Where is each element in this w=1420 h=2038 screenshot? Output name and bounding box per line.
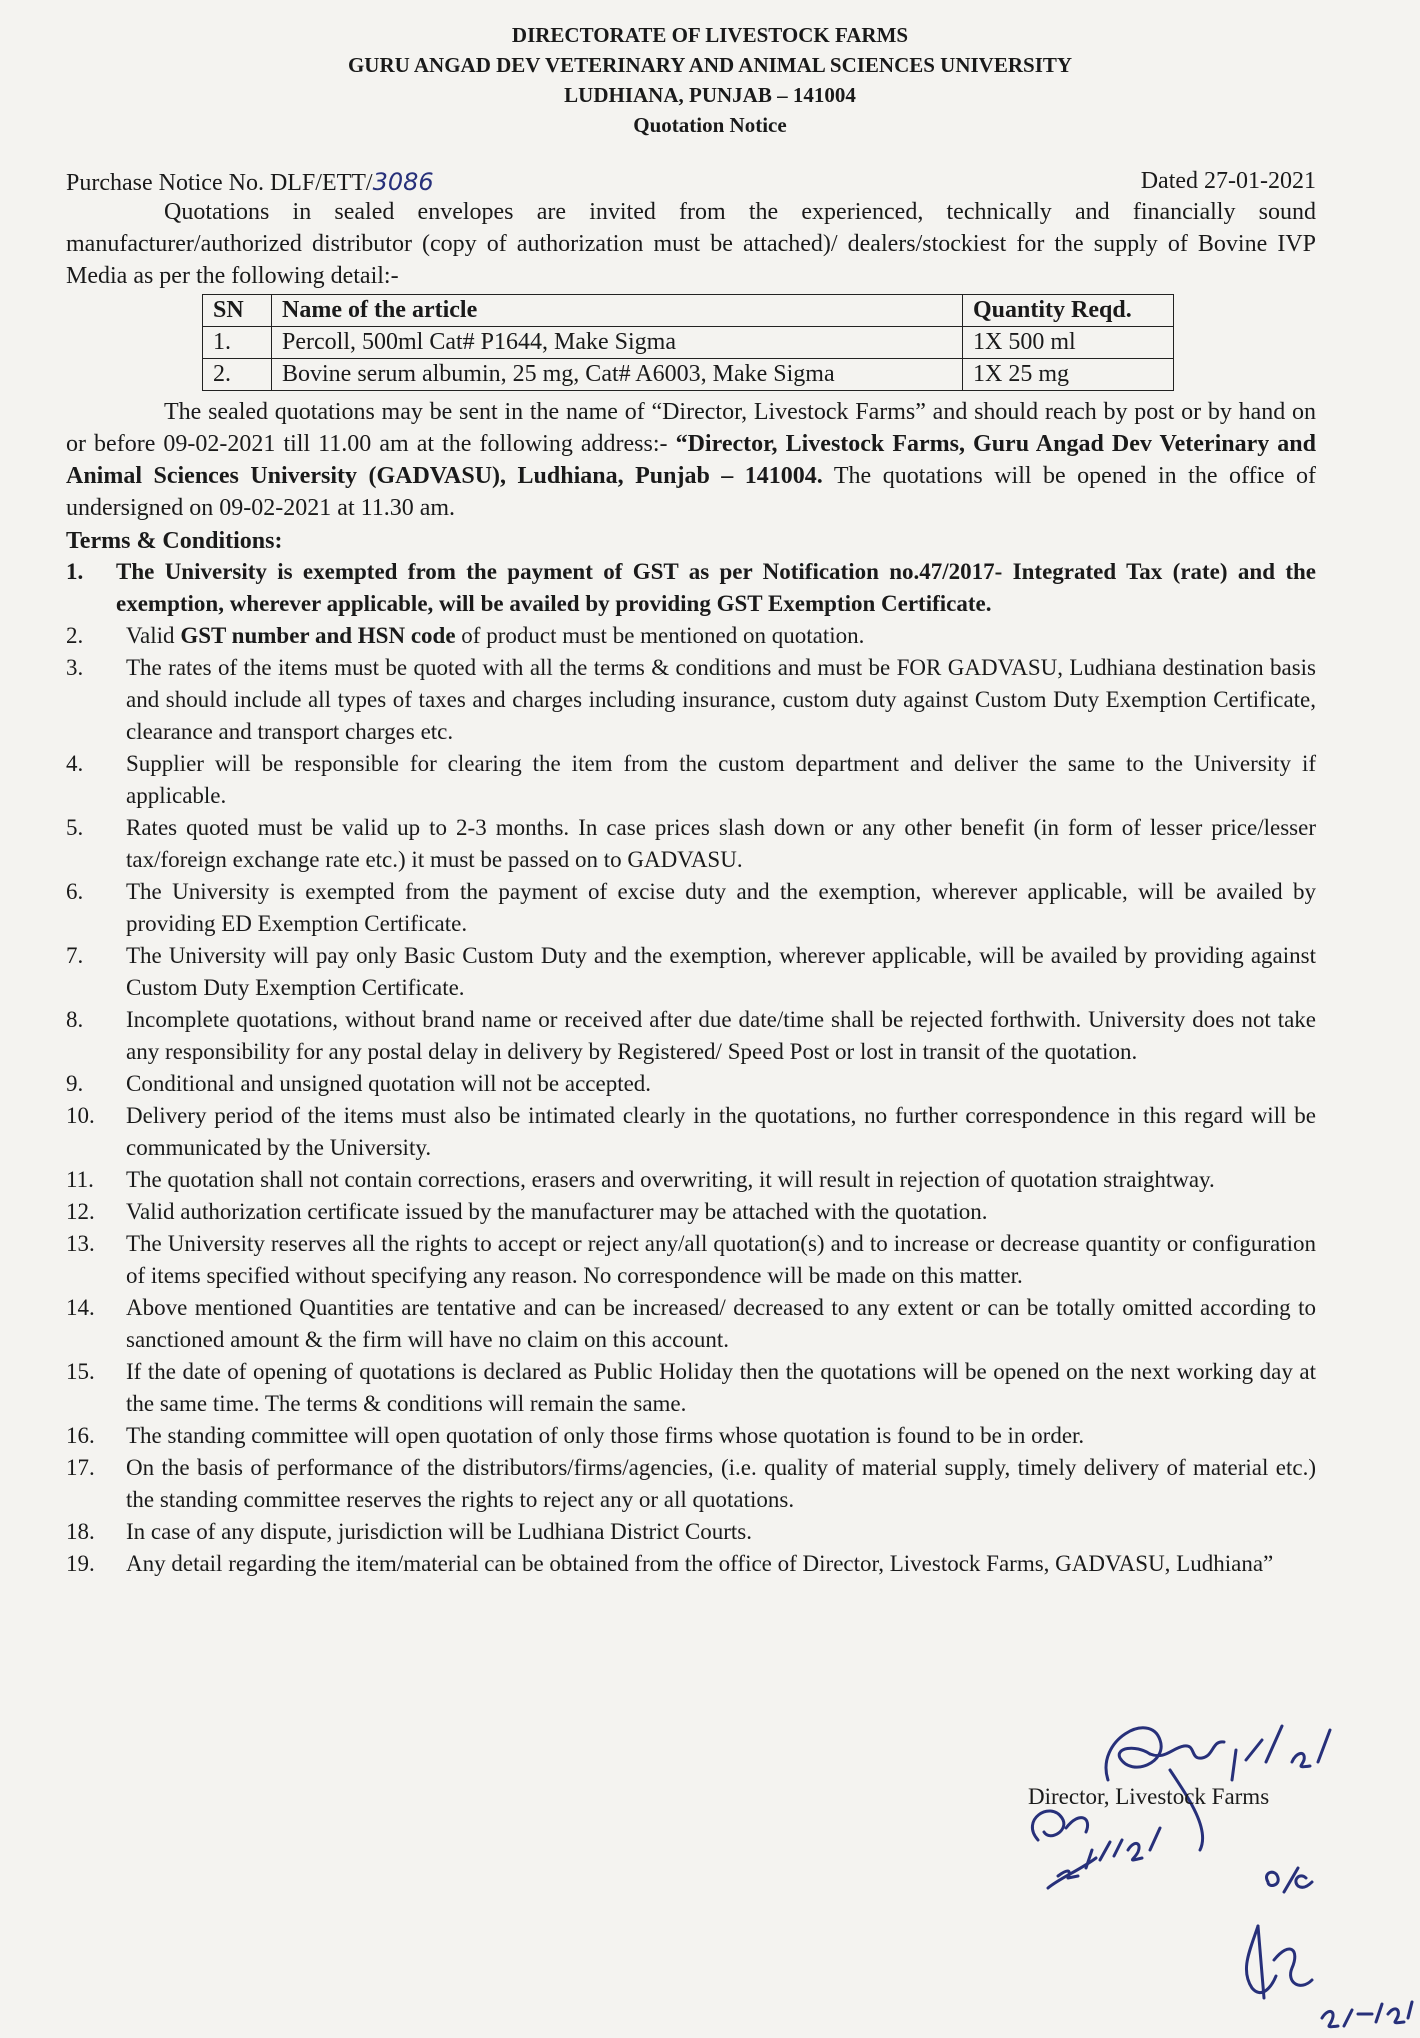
list-item: 1. The University is exempted from the payment of GST as per Notification no.47/2017- Integrated Tax (rate) and the exemption, wherever applicable, will be availed by providing GST Exemption Certificate. <box>66 559 1316 616</box>
list-item: 5. Rates quoted must be valid up to 2-3 months. In case prices slash down or any other benefit (in form of lesser price/lesser tax/foreign exchange rate etc.) it must be passed on to GADVASU. <box>66 815 1316 872</box>
table-cell-quantity: 1X 500 ml <box>963 327 1174 359</box>
list-item: 9. Conditional and unsigned quotation will not be accepted. <box>66 1071 652 1096</box>
notice-date: Dated 27-01-2021 <box>1140 168 1316 194</box>
intro-paragraph: Quotations in sealed envelopes are invited from the experienced, technically and financially sound manufacturer/authorized distributor (copy of authorization must be attached)/ dealers/stockiest for the supply of Bovine IVP Media as per the following detail:- <box>66 199 1316 289</box>
table-cell-article: Bovine serum albumin, 25 mg, Cat# A6003, Make Sigma <box>272 359 963 391</box>
list-item: 11. The quotation shall not contain corrections, erasers and overwriting, it will result in rejection of quotation straightway. <box>66 1167 1215 1192</box>
document-header <box>0 20 1420 140</box>
list-item: 7. The University will pay only Basic Custom Duty and the exemption, wherever applicable, will be availed by providing against Custom Duty Exemption Certificate. <box>66 943 1316 1000</box>
table-cell-sn: 1. <box>203 327 272 359</box>
table-cell-article: Percoll, 500ml Cat# P1644, Make Sigma <box>272 327 963 359</box>
table-row <box>203 359 1174 391</box>
table-header-row <box>203 295 1174 327</box>
list-item: 12. Valid authorization certificate issued by the manufacturer may be attached with the quotation. <box>66 1199 988 1224</box>
list-item: 16. The standing committee will open quotation of only those firms whose quotation is found to be in order. <box>66 1423 1085 1448</box>
table-header-sn: SN <box>203 295 272 327</box>
handwritten-signatures <box>1000 1700 1420 2038</box>
submission-paragraph: The sealed quotations may be sent in the name of “Director, Livestock Farms” and should reach by post or by hand on or before 09-02-2021 till 11.00 am at the following address:- “Director, Livestock Farms, Guru Angad Dev Veterinary and Animal Sciences University (GADVASU), Ludhiana, Punjab – 141004. The quotations will be opened in the office of undersigned on 09-02-2021 at 11.30 am. <box>66 399 1316 521</box>
list-item: 8. Incomplete quotations, without brand name or received after due date/time shall be rejected forthwith. University does not take any responsibility for any postal delay in delivery by Registered/ Speed Post or lost in transit of the quotation. <box>66 1007 1316 1064</box>
header-title: Quotation Notice <box>633 113 787 137</box>
table-cell-quantity: 1X 25 mg <box>963 359 1174 391</box>
list-item: 10. Delivery period of the items must also be intimated clearly in the quotations, no further correspondence in this regard will be communicated by the University. <box>66 1103 1316 1160</box>
list-item: 13. The University reserves all the rights to accept or reject any/all quotation(s) and to increase or decrease quantity or configuration of items specified without specifying any reason. No correspondence will be made on this matter. <box>66 1231 1316 1288</box>
list-item: 19. Any detail regarding the item/material can be obtained from the office of Director, Livestock Farms, GADVASU, Ludhiana” <box>66 1551 1274 1576</box>
list-item: 15. If the date of opening of quotations is declared as Public Holiday then the quotations will be opened on the next working day at the same time. The terms & conditions will remain the same. <box>66 1359 1316 1416</box>
terms-heading: Terms & Conditions: <box>66 528 283 554</box>
header-university: GURU ANGAD DEV VETERINARY AND ANIMAL SCIENCES UNIVERSITY <box>347 53 1073 77</box>
list-item: 14. Above mentioned Quantities are tentative and can be increased/ decreased to any extent or can be totally omitted according to sanctioned amount & the firm will have no claim on this account. <box>66 1295 1316 1352</box>
handwritten-notice-number: 3086 <box>372 168 434 196</box>
list-item: 2. Valid GST number and HSN code of product must be mentioned on quotation. <box>66 623 865 648</box>
purchase-notice-number: Purchase Notice No. DLF/ETT/3086 <box>66 168 434 196</box>
header-address: LUDHIANA, PUNJAB – 141004 <box>564 83 856 107</box>
header-directorate: DIRECTORATE OF LIVESTOCK FARMS <box>511 23 909 47</box>
signature-block <box>1000 1700 1420 2038</box>
table-header-quantity: Quantity Reqd. <box>963 295 1174 327</box>
items-table <box>202 294 1174 391</box>
terms-list <box>66 556 1316 1580</box>
submission-address: “Director, Livestock Farms, Guru Angad Dev Veterinary and Animal Sciences University (GADVASU), Ludhiana, Punjab – 141004. <box>66 431 1316 489</box>
list-item: 4. Supplier will be responsible for clearing the item from the custom department and deliver the same to the University if applicable. <box>66 751 1316 808</box>
director-signature-label: Director, Livestock Farms <box>1028 1784 1270 1809</box>
table-row <box>203 327 1174 359</box>
table-cell-sn: 2. <box>203 359 272 391</box>
list-item: 18. In case of any dispute, jurisdiction will be Ludhiana District Courts. <box>66 1519 752 1544</box>
list-item: 3. The rates of the items must be quoted with all the terms & conditions and must be FOR GADVASU, Ludhiana destination basis and should include all types of taxes and charges including insurance, custom duty against Custom Duty Exemption Certificate, clearance and transport charges etc. <box>66 655 1316 744</box>
list-item: 6. The University is exempted from the payment of excise duty and the exemption, wherever applicable, will be availed by providing ED Exemption Certificate. <box>66 879 1316 936</box>
list-item: 17. On the basis of performance of the distributors/firms/agencies, (i.e. quality of material supply, timely delivery of material etc.) the standing committee reserves the rights to reject any or all quotations. <box>66 1455 1316 1512</box>
table-header-article: Name of the article <box>272 295 963 327</box>
